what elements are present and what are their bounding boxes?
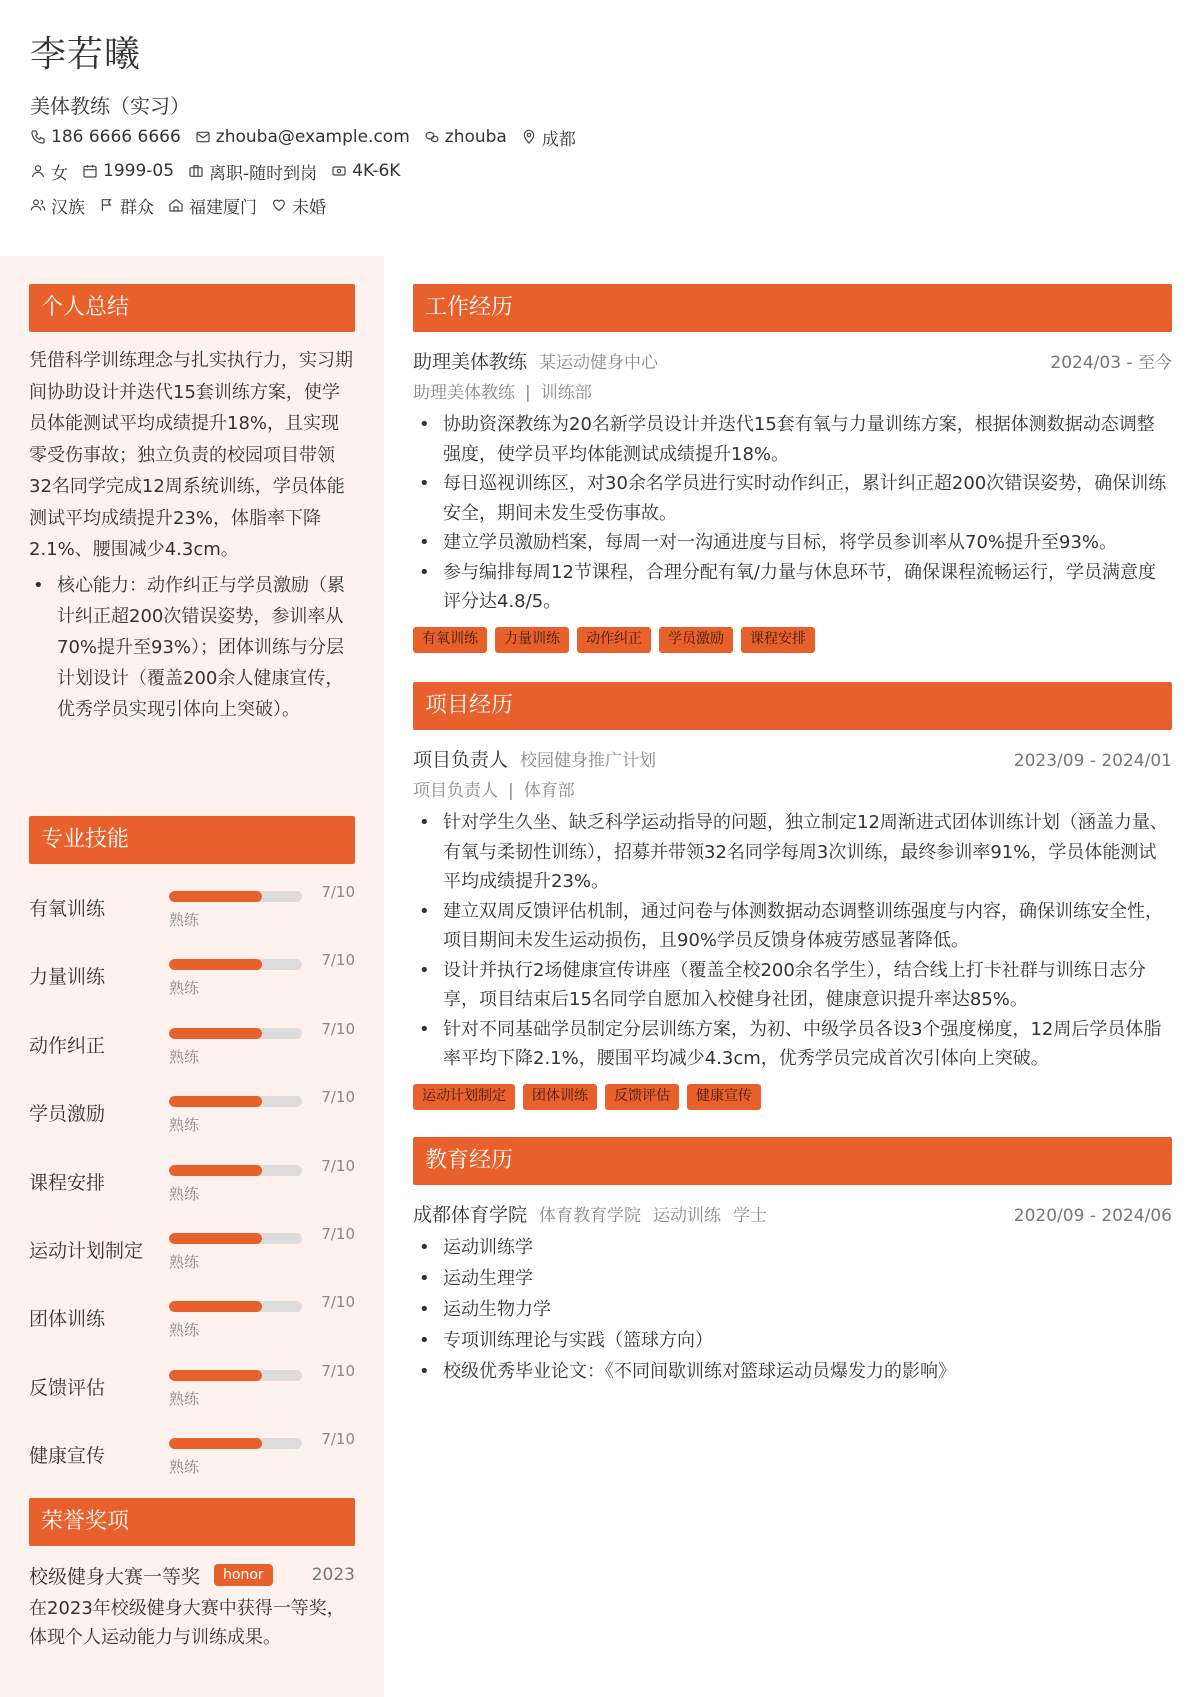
skill-bar: [169, 959, 302, 970]
project-date: 2023/09 - 2024/01: [1013, 751, 1172, 771]
heart-icon: [271, 197, 287, 213]
honors-section: [29, 1498, 355, 1652]
tag: 健康宣传: [687, 1084, 761, 1110]
skill-name: 运动计划制定: [29, 1239, 144, 1262]
skills-section: [29, 816, 355, 1492]
separator: |: [508, 781, 514, 801]
skill-name: 动作纠正: [29, 1034, 106, 1057]
school-name: 成都体育学院: [413, 1204, 528, 1226]
politics-item: [99, 193, 154, 218]
skill-name: 学员激励: [29, 1103, 106, 1126]
skill-bar-fill: [169, 1096, 262, 1107]
course-list: [413, 1232, 1172, 1387]
wechat-icon: [424, 129, 440, 145]
list-item: • 设计并执行2场健康宣传讲座（覆盖全校200余名学生），结合线上打卡社群与训练日志分享，项目结束后15名同学自愿加入校健身社团，健康意识提升率达85%。: [413, 956, 1172, 1015]
project-dept: 体育部: [523, 781, 575, 801]
skills-heading: 专业技能: [29, 816, 355, 864]
skill-level: 熟练: [169, 979, 200, 998]
work-role: 助理美体教练: [413, 351, 528, 373]
project-heading: 项目经历: [413, 682, 1172, 730]
skill-bar: [169, 1096, 302, 1107]
location-pin-icon: [521, 129, 537, 145]
location-text: 成都: [541, 129, 576, 150]
skill-bar: [169, 891, 302, 902]
honor-item: [29, 1560, 355, 1590]
skill-level: 熟练: [169, 911, 200, 929]
project-sub: [413, 777, 1172, 805]
email-text: zhouba@example.com: [215, 127, 410, 147]
work-date: 2024/03 - 至今: [1050, 353, 1172, 373]
list-item: • 参与编排每周12节课程，合理分配有氧/力量与休息环节，确保课程流畅运行，学员满意度评分达4.8/5。: [413, 558, 1172, 617]
skill-bar-fill: [169, 959, 262, 970]
skill-name: 健康宣传: [29, 1445, 106, 1468]
list-item: • 每日巡视训练区，对30余名学员进行实时动作纠正，累计纠正超200次错误姿势，确保训练安全，期间未发生受伤事故。: [413, 469, 1172, 528]
work-dept: 训练部: [540, 383, 592, 403]
skill-row: [29, 1286, 355, 1354]
gender-item: [30, 159, 68, 184]
calendar-icon: [82, 163, 98, 179]
skill-bar-fill: [169, 1028, 262, 1039]
project-entry-head: [413, 745, 1172, 773]
list-item: • 建立学员激励档案，每周一对一沟通进度与目标，将学员参训率从70%提升至93%。: [413, 528, 1172, 558]
project-section: [413, 682, 1172, 1110]
tag: 有氧训练: [413, 627, 487, 653]
mail-icon: [195, 129, 211, 145]
list-item: • 校级优秀毕业论文：《不同间歇训练对篮球运动员爆发力的影响》: [413, 1356, 1172, 1387]
skill-row: [29, 1081, 355, 1149]
birth-text: 1999-05: [103, 161, 175, 181]
skill-score: 7/10: [321, 1019, 355, 1038]
list-item: • 运动生理学: [413, 1263, 1172, 1294]
list-item: • 协助资深教练为20名新学员设计并迭代15套有氧与力量训练方案，根据体测数据动态调整强度，使学员平均体能测试成绩提升18%。: [413, 410, 1172, 469]
work-section: [413, 284, 1172, 653]
major-name: 运动训练: [653, 1206, 722, 1226]
skill-score: 7/10: [321, 951, 355, 970]
degree-name: 学士: [733, 1206, 768, 1226]
skill-bar-fill: [169, 1165, 262, 1176]
personal-row-1: [30, 154, 1170, 188]
skills-list: [29, 876, 355, 1492]
gender-text: 女: [51, 163, 68, 184]
user-icon: [30, 163, 46, 179]
work-org: 某运动健身中心: [539, 353, 659, 373]
phone-text: 186 6666 6666: [51, 127, 181, 147]
politics-text: 群众: [120, 197, 154, 218]
education-section: [413, 1137, 1172, 1387]
skill-score: 7/10: [321, 1430, 355, 1449]
project-org: 校园健身推广计划: [520, 751, 657, 771]
skill-bar-fill: [169, 1438, 262, 1449]
salary-item: [331, 161, 400, 181]
skill-bar: [169, 1438, 302, 1449]
tag: 动作纠正: [577, 627, 651, 653]
skill-score: 7/10: [321, 883, 355, 901]
skill-bar-fill: [169, 1301, 262, 1312]
work-sub: [413, 379, 1172, 407]
skill-row: [29, 1423, 355, 1491]
location-item: [521, 125, 576, 150]
skill-bar: [169, 1233, 302, 1244]
briefcase-icon: [188, 163, 204, 179]
skill-row: [29, 944, 355, 1012]
honors-heading: 荣誉奖项: [29, 1498, 355, 1546]
hometown-item: [168, 193, 257, 218]
work-sub-role: 助理美体教练: [413, 383, 515, 403]
salary-text: 4K-6K: [352, 161, 401, 181]
honor-description: 在2023年校级健身大赛中获得一等奖，体现个人运动能力与训练成果。: [29, 1598, 345, 1648]
ethnicity-text: 汉族: [51, 197, 85, 218]
project-bullets: [413, 808, 1172, 1074]
skill-row: [29, 876, 355, 944]
resume-header: [30, 30, 1170, 222]
list-item: • 专项训练理论与实践（篮球方向）: [413, 1325, 1172, 1356]
contact-row: [30, 120, 1170, 154]
wechat-text: zhouba: [444, 127, 507, 147]
honor-badge: honor: [214, 1564, 273, 1586]
honor-name: 校级健身大赛一等奖: [29, 1565, 201, 1588]
ethnicity-item: [30, 193, 85, 218]
skill-level: 熟练: [169, 1184, 200, 1203]
skill-bar: [169, 1165, 302, 1176]
email-item: [195, 127, 410, 147]
skill-name: 力量训练: [29, 966, 106, 989]
hometown-text: 福建厦门: [189, 197, 257, 218]
summary-bullet: • 核心能力：动作纠正与学员激励（累计纠正超200次错误姿势，参训率从70%提升至93%）；团体训练与分层计划设计（覆盖200余人健康宣传，优秀学员实现引体向上突破）。: [29, 570, 355, 725]
skill-level: 熟练: [169, 1389, 200, 1408]
project-role: 项目负责人: [413, 749, 509, 771]
home-icon: [168, 197, 184, 213]
skill-score: 7/10: [321, 1224, 355, 1243]
phone-icon: [30, 129, 46, 145]
tag: 反馈评估: [605, 1084, 679, 1110]
money-icon: [331, 163, 347, 179]
status-item: [188, 159, 317, 184]
status-text: 离职-随时到岗: [209, 163, 318, 184]
education-heading: 教育经历: [413, 1137, 1172, 1185]
skill-row: [29, 1218, 355, 1286]
birth-item: [82, 161, 174, 181]
skill-row: [29, 1355, 355, 1423]
separator: |: [525, 383, 531, 403]
flag-icon: [99, 197, 115, 213]
marital-item: [271, 193, 326, 218]
education-entry-head: [413, 1200, 1172, 1228]
skill-bar: [169, 1028, 302, 1039]
skill-score: 7/10: [321, 1361, 355, 1380]
skill-level: 熟练: [169, 1252, 200, 1271]
users-icon: [30, 197, 46, 213]
work-tags: [413, 627, 1172, 653]
list-item: • 建立双周反馈评估机制，通过问卷与体测数据动态调整训练强度与内容，确保训练安全性，项目期间未发生运动损伤，且90%学员反馈身体疲劳感显著降低。: [413, 897, 1172, 956]
candidate-name: 李若曦: [30, 34, 142, 75]
skill-name: 课程安排: [29, 1171, 106, 1194]
project-sub-role: 项目负责人: [413, 781, 498, 801]
skill-level: 熟练: [169, 1321, 200, 1340]
summary-heading: 个人总结: [29, 284, 355, 332]
tag: 学员激励: [659, 627, 733, 653]
skill-name: 反馈评估: [29, 1376, 106, 1399]
honor-year: 2023: [311, 1565, 355, 1585]
skill-level: 熟练: [169, 1047, 200, 1066]
work-bullets: [413, 410, 1172, 617]
summary-text: 凭借科学训练理念与扎实执行力，实习期间协助设计并迭代15套训练方案，使学员体能测试平均成绩提升18%，且实现零受伤事故；独立负责的校园项目带领32名同学完成12周系统训练，学员体能测试平均成绩提升23%，体脂率下降2.1%、腰围减少4.3cm。: [29, 350, 353, 560]
project-tags: [413, 1084, 1172, 1110]
skill-bar-fill: [169, 1370, 262, 1381]
skill-row: [29, 1150, 355, 1218]
work-heading: 工作经历: [413, 284, 1172, 332]
tag: 团体训练: [523, 1084, 597, 1110]
personal-row-2: [30, 188, 1170, 222]
skill-row: [29, 1013, 355, 1081]
list-item: • 针对学生久坐、缺乏科学运动指导的问题，独立制定12周渐进式团体训练计划（涵盖力量、有氧与柔韧性训练），招募并带领32名同学每周3次训练，最终参训率91%，学员体能测试平均成绩提升23%。: [413, 808, 1172, 897]
tag: 力量训练: [495, 627, 569, 653]
tag: 运动计划制定: [413, 1084, 515, 1110]
list-item: • 针对不同基础学员制定分层训练方案，为初、中级学员各设3个强度梯度，12周后学员体脂率平均下降2.1%，腰围平均减少4.3cm，优秀学员完成首次引体向上突破。: [413, 1015, 1172, 1074]
college-name: 体育教育学院: [539, 1206, 642, 1226]
skill-level: 熟练: [169, 1116, 200, 1135]
skill-bar: [169, 1370, 302, 1381]
wechat-item: [424, 127, 507, 147]
tag: 课程安排: [741, 627, 815, 653]
work-entry-head: [413, 347, 1172, 375]
skill-level: 熟练: [169, 1458, 200, 1477]
skill-bar-fill: [169, 891, 262, 902]
skill-name: 有氧训练: [29, 898, 106, 920]
skill-name: 团体训练: [29, 1308, 106, 1331]
list-item: • 运动生物力学: [413, 1294, 1172, 1325]
skill-bar-fill: [169, 1233, 262, 1244]
skill-bar: [169, 1301, 302, 1312]
summary-list: [29, 570, 355, 725]
job-title: 美体教练（实习）: [30, 94, 190, 118]
marital-text: 未婚: [292, 197, 326, 218]
list-item: • 运动训练学: [413, 1232, 1172, 1263]
skill-score: 7/10: [321, 1156, 355, 1175]
education-date: 2020/09 - 2024/06: [1013, 1206, 1172, 1226]
skill-score: 7/10: [321, 1088, 355, 1107]
phone-item: [30, 127, 181, 147]
summary-section: [29, 284, 355, 725]
skill-score: 7/10: [321, 1293, 355, 1312]
